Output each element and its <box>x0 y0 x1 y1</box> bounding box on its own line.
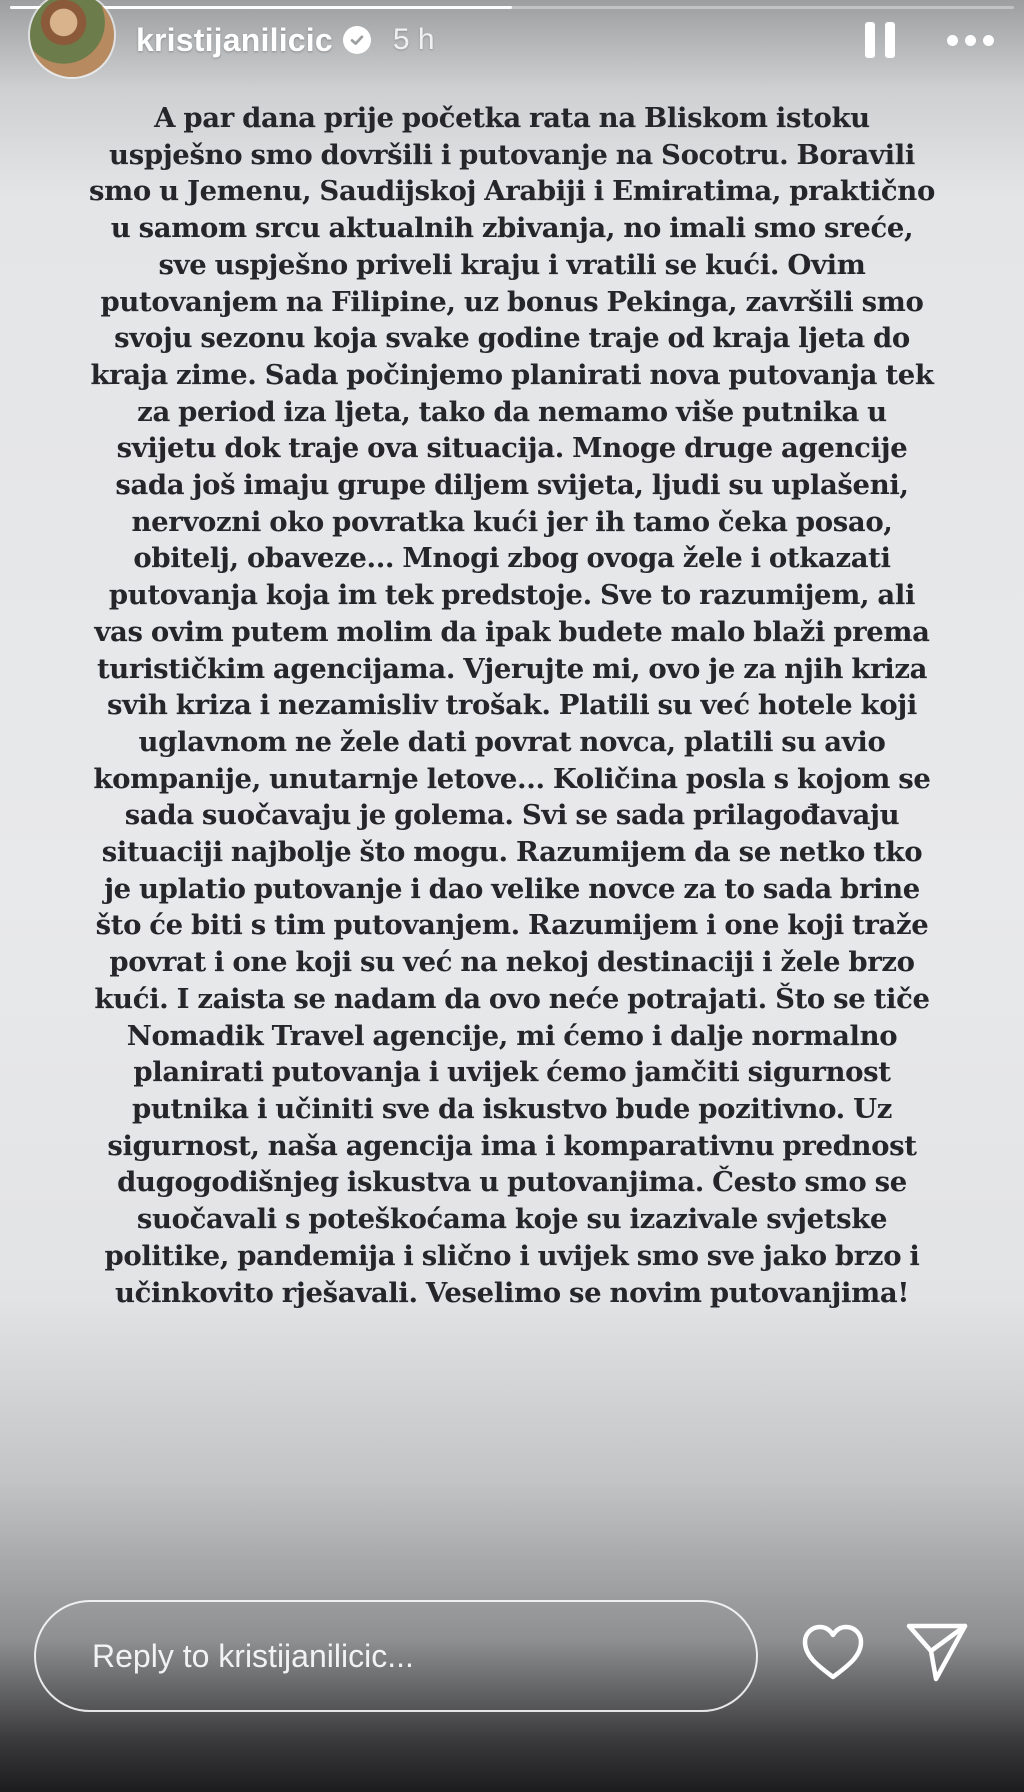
heart-icon[interactable] <box>800 1622 866 1682</box>
reply-input[interactable] <box>34 1600 758 1712</box>
reply-placeholder: Reply to kristijanilicic... <box>92 1637 414 1674</box>
verified-badge-icon <box>343 26 371 54</box>
story-text: A par dana prije početka rata na Bliskom istoku uspješno smo dovršili i putovanje na Socotru. Boravili smo u Jemenu, Saudijskoj Arabiji i Emiratima, praktično u samom srcu aktualnih zbivanja, no imali smo sreće, sve uspješno priveli kraju i vratili se kući. Ovim putovanjem na Filipine, uz bonus Pekinga, završili smo svoju sezonu koja svake godine traje od kraja ljeta do kraja zime. Sada počinjemo planirati nova putovanja tek za period iza ljeta, tako da nemamo više putnika u svijetu dok traje ova situacija. Mnoge druge agencije sada još imaju grupe diljem svijeta, ljudi su uplašeni, nervozni oko povratka kući jer ih tamo čeka posao, obitelj, obaveze... Mnogi zbog ovoga žele i otkazati putovanja koja im tek predstoje. Sve to razumijem, ali vas ovim putem molim da ipak budete malo blaži prema turističkim agencijama. Vjerujte mi, ovo je za njih kriza svih kriza i nezamisliv trošak. Platili su već hotele koji uglavnom ne žele dati povrat novca, platili su avio kompanije, unutarnje letove... Količina posla s kojom se sada suočavaju je golema. Svi se sada prilagođavaju situaciji najbolje što mogu. Razumijem da se netko tko je uplatio putovanje i dao velike novce za to sada brine što će biti s tim putovanjem. Razumijem i one koji traže povrat i one koji su već na nekoj destinaciji i žele brzo kući. I zaista se nadam da ovo neće potrajati. Što se tiče Nomadik Travel agencije, mi ćemo i dalje normalno planirati putovanja i uvijek ćemo jamčiti sigurnost putnika i učiniti sve da iskustvo bude pozitivno. Uz sigurnost, naša agencija ima i komparativnu prednost dugogodišnjeg iskustva u putovanjima. Često smo se suočavali s poteškoćama koje su izazivale svjetske politike, pandemija i slično i uvijek smo sve jako brzo i učinkovito rješavali. Veselimo se novim putovanjima! <box>89 102 935 1309</box>
send-icon[interactable] <box>904 1620 970 1684</box>
avatar[interactable] <box>30 0 114 77</box>
story-header <box>30 0 994 80</box>
more-options-icon[interactable] <box>947 35 994 46</box>
pause-icon[interactable] <box>865 22 895 58</box>
post-time: 5 h <box>392 23 435 56</box>
username[interactable]: kristijanilicic <box>136 21 333 58</box>
